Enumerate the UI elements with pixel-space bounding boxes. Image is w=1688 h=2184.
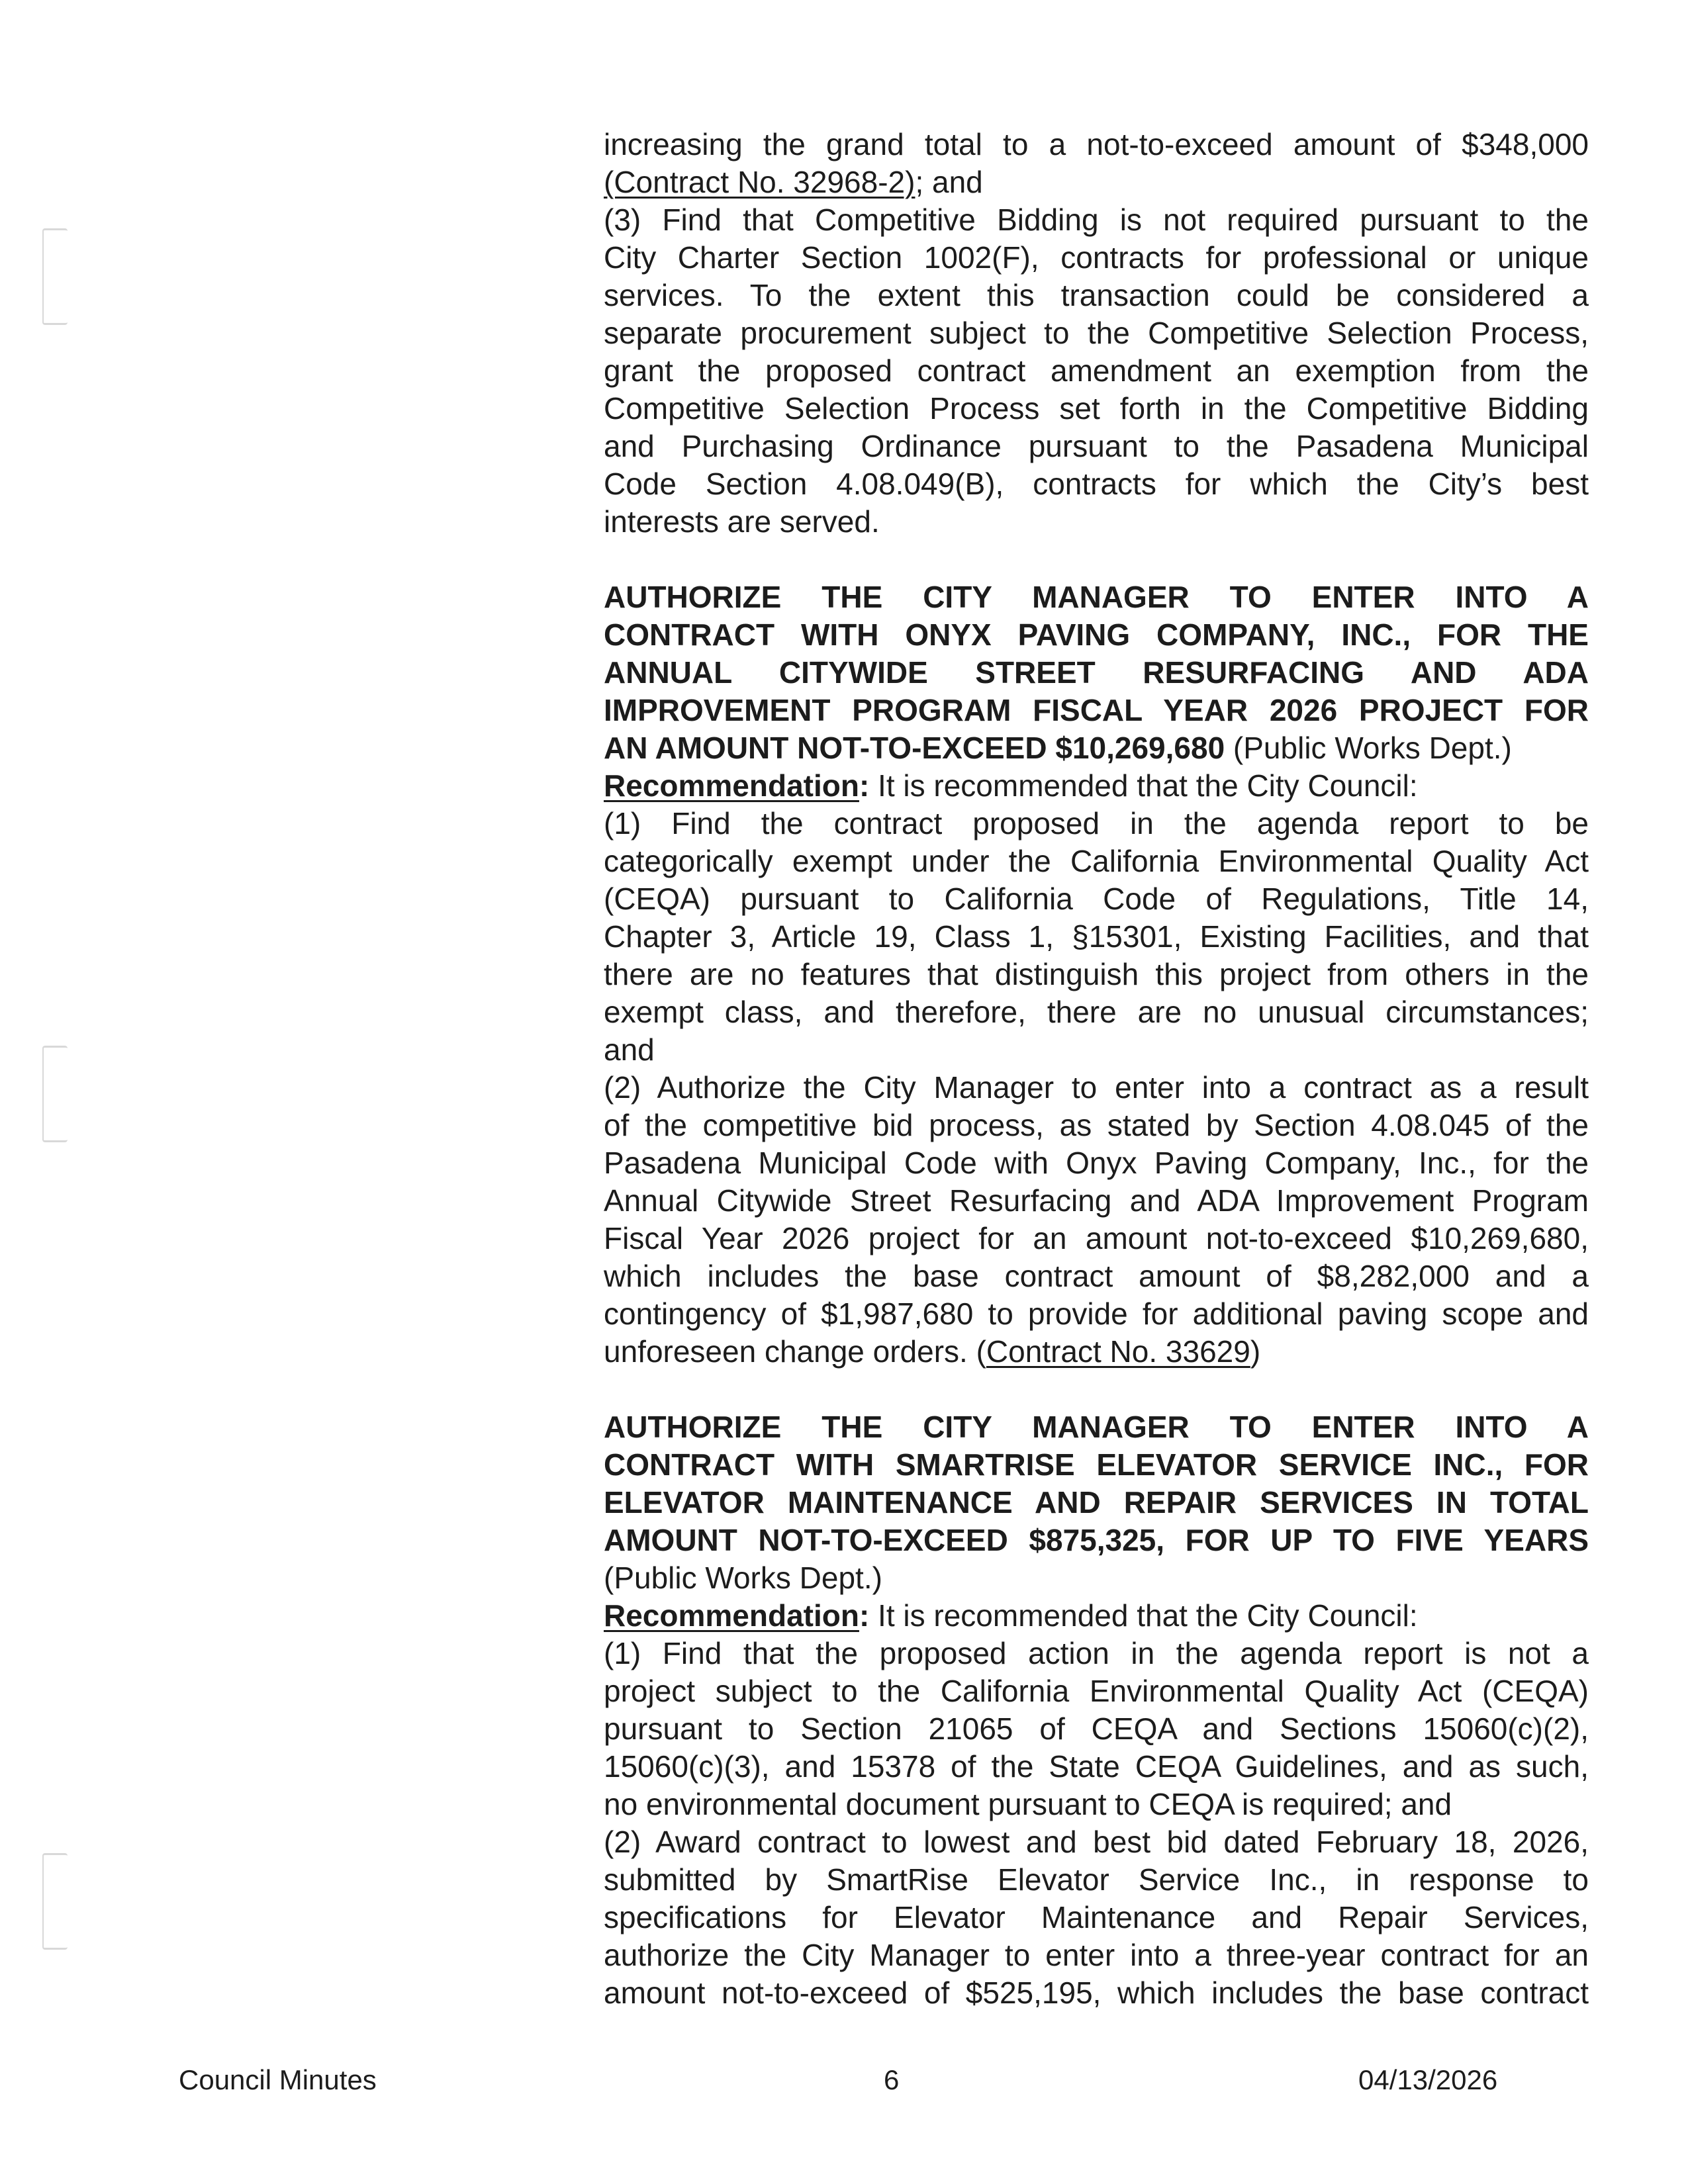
text-segment: project subject to the California Environmental Quality Act (CEQA): [604, 1674, 1589, 1708]
text-line: [604, 842, 1589, 880]
bold-text: AN AMOUNT NOT-TO-EXCEED $10,269,680: [604, 731, 1225, 765]
text-line: [604, 1182, 1589, 1220]
text-line: [604, 1559, 1589, 1597]
text-line: [604, 805, 1589, 842]
text-segment: Annual Citywide Street Resurfacing and ADA Improvement Program: [604, 1183, 1589, 1218]
text-line: [604, 428, 1589, 465]
bold-text: :: [859, 1598, 870, 1633]
text-segment: (3) Find that Competitive Bidding is not required pursuant to the: [604, 203, 1589, 237]
paragraph-gap: [604, 541, 1589, 578]
text-segment: specifications for Elevator Maintenance and Repair Services,: [604, 1900, 1589, 1934]
text-line: [604, 692, 1589, 729]
text-line: [604, 1446, 1589, 1484]
text-segment: ; and: [915, 165, 983, 199]
text-segment: of the competitive bid process, as stated by Section 4.08.045 of the: [604, 1108, 1589, 1142]
text-segment: Code Section 4.08.049(B), contracts for which the City’s best: [604, 467, 1589, 501]
bold-text: AUTHORIZE THE CITY MANAGER TO ENTER INTO A: [604, 580, 1589, 614]
text-segment: contingency of $1,987,680 to provide for additional paving scope and: [604, 1297, 1589, 1331]
paragraph-gap: [604, 1371, 1589, 1408]
text-segment: interests are served.: [604, 504, 880, 539]
document-body: [604, 126, 1589, 2012]
text-line: [604, 126, 1589, 163]
text-line: [604, 1144, 1589, 1182]
text-segment: It is recommended that the City Council:: [869, 1598, 1418, 1633]
text-segment: pursuant to Section 21065 of CEQA and Sections 15060(c)(2),: [604, 1711, 1589, 1746]
text-line: [604, 1522, 1589, 1559]
footer-title: Council Minutes: [179, 2064, 377, 2095]
bold-text: IMPROVEMENT PROGRAM FISCAL YEAR 2026 PROJECT FOR: [604, 693, 1589, 727]
text-line: [604, 1635, 1589, 1672]
text-line: [604, 1974, 1589, 2012]
text-line: [604, 654, 1589, 692]
text-segment: City Charter Section 1002(F), contracts for professional or unique: [604, 240, 1589, 275]
contract-reference-link: (Contract No. 32968-2): [604, 165, 915, 199]
contract-reference-link: Contract No. 33629: [986, 1334, 1250, 1369]
margin-bracket: [42, 228, 68, 325]
text-line: [604, 1748, 1589, 1786]
text-line: [604, 1861, 1589, 1899]
text-segment: no environmental document pursuant to CEQA is required; and: [604, 1787, 1452, 1821]
bold-text: CONTRACT WITH SMARTRISE ELEVATOR SERVICE INC., FOR: [604, 1447, 1589, 1482]
text-line: [604, 1672, 1589, 1710]
text-line: [604, 503, 1589, 541]
text-line: [604, 918, 1589, 956]
text-segment: amount not-to-exceed of $525,195, which includes the base contract: [604, 1976, 1589, 2010]
text-line: [604, 352, 1589, 390]
bold-text: CONTRACT WITH ONYX PAVING COMPANY, INC., FOR THE: [604, 617, 1589, 652]
text-segment: and Purchasing Ordinance pursuant to the Pasadena Municipal: [604, 429, 1589, 463]
text-segment: submitted by SmartRise Elevator Service Inc., in response to: [604, 1862, 1589, 1897]
text-segment: Fiscal Year 2026 project for an amount not-to-exceed $10,269,680,: [604, 1221, 1589, 1255]
margin-bracket: [42, 1853, 68, 1950]
text-line: [604, 465, 1589, 503]
text-segment: unforeseen change orders. (: [604, 1334, 986, 1369]
text-line: [604, 1333, 1589, 1371]
text-segment: and: [604, 1032, 655, 1067]
text-line: [604, 1220, 1589, 1257]
text-segment: (Public Works Dept.): [604, 1561, 882, 1595]
text-line: [604, 1069, 1589, 1107]
bold-text: :: [859, 768, 870, 803]
text-line: [604, 277, 1589, 314]
text-line: [604, 1107, 1589, 1144]
text-line: [604, 993, 1589, 1031]
text-segment: (Public Works Dept.): [1225, 731, 1512, 765]
recommendation-label: Recommendation: [604, 768, 859, 803]
text-line: [604, 880, 1589, 918]
text-segment: there are no features that distinguish this project from others in the: [604, 957, 1589, 991]
text-segment: increasing the grand total to a not-to-exceed amount of $348,000: [604, 127, 1589, 161]
bold-text: AUTHORIZE THE CITY MANAGER TO ENTER INTO A: [604, 1410, 1589, 1444]
text-segment: Competitive Selection Process set forth in the Competitive Bidding: [604, 391, 1589, 426]
text-line: [604, 1484, 1589, 1522]
footer-date: 04/13/2026: [1358, 2064, 1498, 2095]
text-line: [604, 1257, 1589, 1295]
text-segment: (2) Authorize the City Manager to enter into a contract as a result: [604, 1070, 1589, 1105]
text-segment: It is recommended that the City Council:: [869, 768, 1418, 803]
text-line: [604, 1295, 1589, 1333]
text-segment: separate procurement subject to the Competitive Selection Process,: [604, 316, 1589, 350]
text-segment: authorize the City Manager to enter into a three-year contract for an: [604, 1938, 1589, 1972]
text-line: [604, 1786, 1589, 1823]
text-line: [604, 616, 1589, 654]
text-segment: (2) Award contract to lowest and best bid dated February 18, 2026,: [604, 1825, 1589, 1859]
page-number: 6: [884, 2064, 900, 2095]
text-segment: ): [1250, 1334, 1261, 1369]
recommendation-label: Recommendation: [604, 1598, 859, 1633]
text-line: [604, 1823, 1589, 1861]
text-line: [604, 390, 1589, 428]
text-segment: Pasadena Municipal Code with Onyx Paving Company, Inc., for the: [604, 1146, 1589, 1180]
bold-text: AMOUNT NOT-TO-EXCEED $875,325, FOR UP TO FIVE YEARS: [604, 1523, 1589, 1557]
text-line: [604, 1031, 1589, 1069]
text-line: [604, 201, 1589, 239]
bold-text: ANNUAL CITYWIDE STREET RESURFACING AND ADA: [604, 655, 1589, 690]
bold-text: ELEVATOR MAINTENANCE AND REPAIR SERVICES IN TOTAL: [604, 1485, 1589, 1520]
text-line: [604, 1597, 1589, 1635]
text-line: [604, 729, 1589, 767]
text-segment: services. To the extent this transaction could be considered a: [604, 278, 1589, 312]
text-line: [604, 767, 1589, 805]
text-segment: (1) Find the contract proposed in the agenda report to be: [604, 806, 1589, 841]
text-line: [604, 1710, 1589, 1748]
text-line: [604, 163, 1589, 201]
text-line: [604, 239, 1589, 277]
text-line: [604, 1899, 1589, 1936]
text-segment: exempt class, and therefore, there are no unusual circumstances;: [604, 995, 1589, 1029]
text-segment: (CEQA) pursuant to California Code of Regulations, Title 14,: [604, 882, 1589, 916]
text-segment: categorically exempt under the California Environmental Quality Act: [604, 844, 1589, 878]
text-line: [604, 578, 1589, 616]
text-line: [604, 1936, 1589, 1974]
margin-bracket: [42, 1046, 68, 1142]
text-segment: 15060(c)(3), and 15378 of the State CEQA Guidelines, and as such,: [604, 1749, 1589, 1784]
text-segment: (1) Find that the proposed action in the agenda report is not a: [604, 1636, 1589, 1670]
text-segment: grant the proposed contract amendment an exemption from the: [604, 353, 1589, 388]
text-segment: Chapter 3, Article 19, Class 1, §15301, Existing Facilities, and that: [604, 919, 1589, 954]
text-line: [604, 314, 1589, 352]
text-line: [604, 956, 1589, 993]
text-line: [604, 1408, 1589, 1446]
text-segment: which includes the base contract amount of $8,282,000 and a: [604, 1259, 1589, 1293]
